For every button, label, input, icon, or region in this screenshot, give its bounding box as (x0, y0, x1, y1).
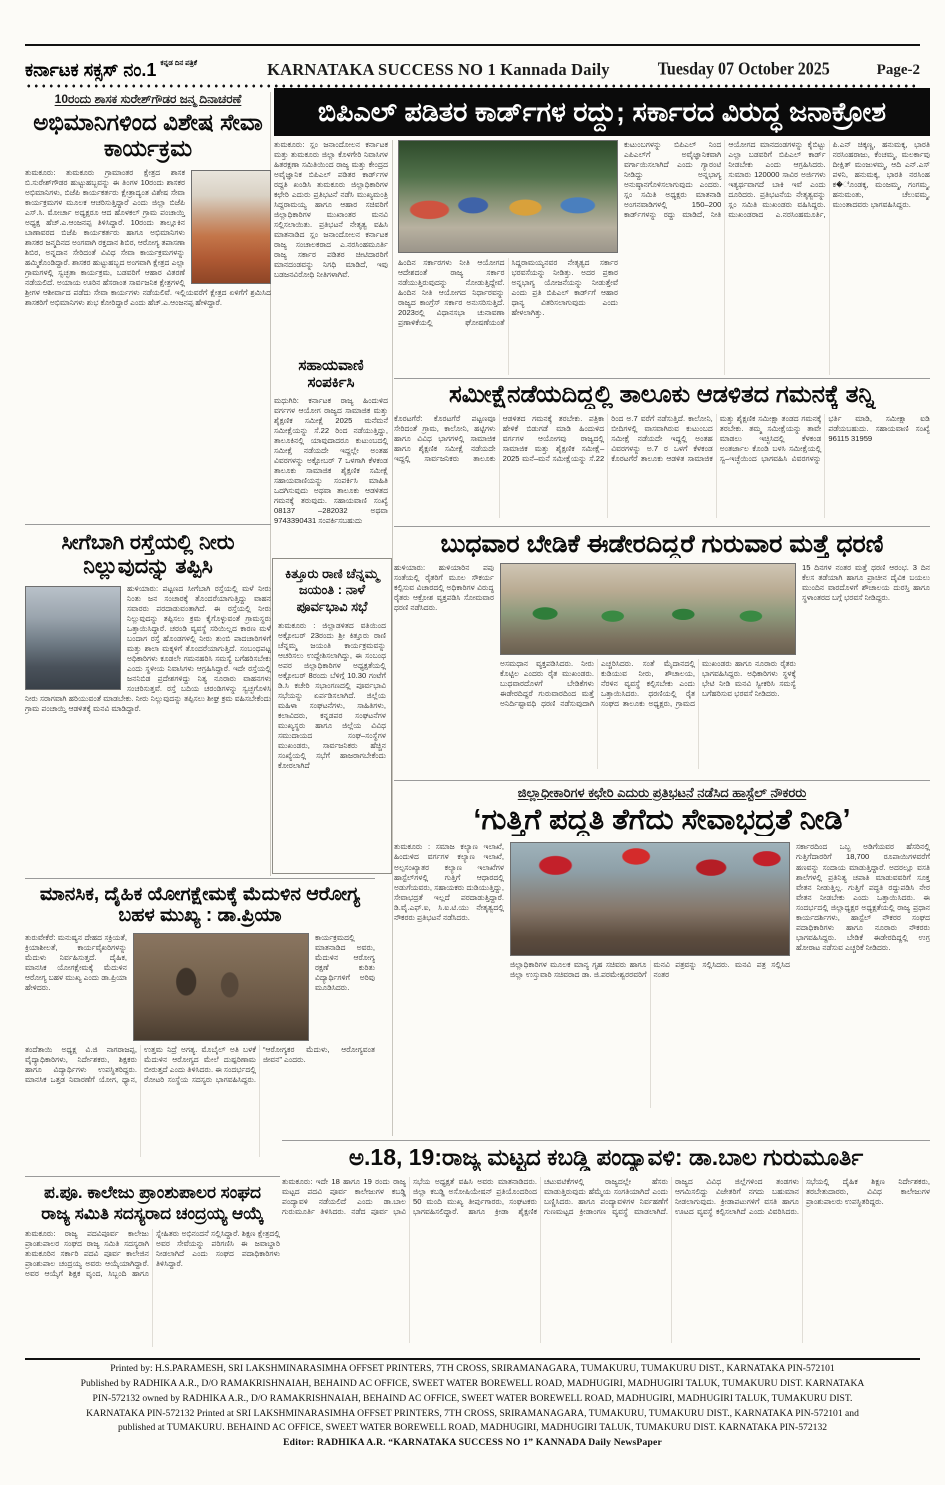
column-rule-mid (392, 140, 393, 1136)
article-survey (394, 378, 930, 525)
waterlogged-street-photo (25, 586, 121, 690)
kittur-title: ಕಿತ್ತೂರು ರಾಣಿ ಚೆನ್ನಮ್ಮ ಜಯಂತಿ : ನಾಳೆ ಪೂರ್ವಭಾವಿ ಸಭೆ (285, 566, 379, 614)
helpline-body: ಮಧುಗಿರಿ: ಕರ್ನಾಟಕ ರಾಜ್ಯ ಹಿಂದುಳಿದ ವರ್ಗಗಳ ಆಯೋಗ ರಾಜ್ಯದ ಸಾಮಾಜಿಕ ಮತ್ತು ಶೈಕ್ಷಣಿಕ ಸಮೀಕ್ಷೆ 2025 ಮನೆಮನೆ ಸಮೀಕ್ಷೆಯನ್ನು ಸೆ.22 ರಿಂದ ನಡೆಯುತ್ತಿದ್ದು, ತಾಲೂಕಿನಲ್ಲಿ ಯಾವುದಾದರೂ ಕುಟುಂಬದಲ್ಲಿ ಸಮೀಕ್ಷೆ ನಡೆಯದೇ ಇದ್ದಲ್ಲೇ ಅಂತಹ ವಿವರಗಳನ್ನು ಅಕ್ಟೋಬರ್ 7 ಒಳಗಾಗಿ ಕೆಳಕಂಡ ತಾಲೂಕು ಸಾಮಾಜಿಕ ಶೈಕ್ಷಣಿಕ ಸಮೀಕ್ಷೆ ಸಹಾಯವಾಣಿಯನ್ನು ಸಂಪರ್ಕಿಸಿ ಮಾಹಿತಿ ಒದಗಿಸುವುದು ಅಥವಾ ತಾಲೂಕು ಆಡಳಿತದ ಗಮನಕ್ಕೆ ತರುವುದು. ಸಹಾಯವಾಣಿ ಸಂಖ್ಯೆ 08137 –282032 ಅಥವಾ 9743390431 ಸಂಪರ್ಕಿಸಬಹುದು (274, 395, 388, 525)
seegebagi-body: ಹುಳಿಯಾರು: ಪಟ್ಟಣದ ಸೀಗೆಬಾಗಿ ರಸ್ತೆಯಲ್ಲಿ ಮಳೆ ನೀರು ನಿಂತು ಜನ ಸಂಚಾರಕ್ಕೆ ತೊಂದರೆಯಾಗುತ್ತಿದ್ದು ವಾಹನ ಸವಾರರು ಪರದಾಡುವಂತಾಗಿದೆ. ಈ ರಸ್ತೆಯಲ್ಲಿ ನೀರು ನಿಲ್ಲುವುದನ್ನು ತಪ್ಪಿಸಲು ಕ್ರಮ ಕೈಗೊಳ್ಳುವಂತೆ ಗ್ರಾಮಸ್ಥರು ಒತ್ತಾಯಿಸಿದ್ದಾರೆ. ಚರಂಡಿ ವ್ಯವಸ್ಥೆ ಸರಿಯಿಲ್ಲದ ಕಾರಣ ಮಳೆ ಬಂದಾಗ ರಸ್ತೆ ಹೊಂಡಗಳಲ್ಲಿ ನೀರು ತುಂಬಿ ಪಾದಚಾರಿಗಳಿಗೆ ಮತ್ತು ಶಾಲಾ ಮಕ್ಕಳಿಗೆ ತೊಂದರೆಯಾಗುತ್ತಿದೆ. ಸಂಬಂಧಪಟ್ಟ ಅಧಿಕಾರಿಗಳು ಕೂಡಲೇ ಗಮನಹರಿಸಿ ಸಮಸ್ಯೆ ಬಗೆಹರಿಸಬೇಕು ಎಂದು ಸ್ಥಳೀಯ ನಿವಾಸಿಗಳು ಆಗ್ರಹಿಸಿದ್ದಾರೆ. ಇದೇ ರಸ್ತೆಯಲ್ಲಿ ಜನನಿಬಿಡ ಪ್ರದೇಶಗಳಿದ್ದು ನಿತ್ಯ ನೂರಾರು ವಾಹನಗಳು ಸಂಚರಿಸುತ್ತವೆ. ರಸ್ತೆ ಬದಿಯ ಚರಂಡಿಗಳನ್ನು ಸ್ವಚ್ಛಗೊಳಿಸಿ ನೀರು ಸರಾಗವಾಗಿ ಹರಿಯುವಂತೆ ಮಾಡಬೇಕು. ನೀರು ನಿಲ್ಲುವುದನ್ನು ತಪ್ಪಿಸಲು ಶೀಘ್ರ ಕ್ರಮ ವಹಿಸಬೇಕೆಂದು ಗ್ರಾಮ ಪಂಚಾಯ್ತಿ ಆಡಳಿತಕ್ಕೆ ಮನವಿ ಮಾಡಿದ್ದಾರೆ. (25, 584, 271, 714)
budhavara-bottom-text: ಅಸಮಧಾನ ವ್ಯಕ್ತಪಡಿಸಿದರು. ನೀರು ಕೊಟ್ಟಿಲ ಎಂದರು ರೈತ ಮುಖಂಡರು. ಬುಧವಾರದೊಳಗೆ ಬೇಡಿಕೆಗಳು ಈಡೇರದಿದ್ದರೆ ಗುರುವಾರದಿಂದ ಮತ್ತೆ ಅನಿರ್ದಿಷ್ಟಾವಧಿ ಧರಣಿ ನಡೆಸುವುದಾಗಿ ಎಚ್ಚರಿಸಿದರು. ಸಂತೆ ಮೈದಾನದಲ್ಲಿ ಕುಡಿಯುವ ನೀರು, ಶೌಚಾಲಯ, ನೆರಳಿನ ವ್ಯವಸ್ಥೆ ಕಲ್ಪಿಸಬೇಕು ಎಂದು ಒತ್ತಾಯಿಸಿದರು. ಧರಣಿಯಲ್ಲಿ ರೈತ ಸಂಘದ ತಾಲೂಕು ಅಧ್ಯಕ್ಷರು, ಗ್ರಾಮದ ಮುಖಂಡರು ಹಾಗೂ ನೂರಾರು ರೈತರು ಭಾಗವಹಿಸಿದ್ದರು. ಅಧಿಕಾರಿಗಳು ಸ್ಥಳಕ್ಕೆ ಭೇಟಿ ನೀಡಿ ಮನವಿ ಸ್ವೀಕರಿಸಿ ಸಮಸ್ಯೆ ಬಗೆಹರಿಸುವ ಭರವಸೆ ನೀಡಿದರು. (500, 659, 796, 709)
article-hostel (394, 780, 930, 1137)
article-seva-headline: ಅಭಿಮಾನಿಗಳಿಂದ ವಿಶೇಷ ಸೇವಾ ಕಾರ್ಯಕ್ರಮ (33, 109, 263, 161)
masthead-tagline: ಕನ್ನಡ ದಿನ ಪತ್ರಿಕೆ (160, 59, 198, 67)
seegebagi-headline: ಸೀಗೆಬಾಗಿ ರಸ್ತೆಯಲ್ಲಿ ನೀರು ನಿಲ್ಲುವುದನ್ನು ತಪ್ಪಿಸಿ (61, 531, 235, 578)
article-kabaddi (282, 1140, 930, 1357)
kabaddi-headline: ಅ.18, 19:ರಾಜ್ಯ ಮಟ್ಟದ ಕಬಡ್ಡಿ ಪಂದ್ಯಾವಳಿ: ಡಾ.ಬಾಲ ಗುರುಮೂರ್ತಿ (348, 1145, 864, 1170)
imprint-line-3: PIN-572132 owned by RADHIKA A.R., D/O RAMAKRISHNAIAH, BEHAIND AC OFFICE, SWEET WATER BOREWELL ROAD, MADHUGIRI, MADHUGIRI TALUK, TUMAKURU DIST. (92, 1392, 853, 1404)
priya-lead-column: ತುರುವೇಕೆರೆ: ಮನುಷ್ಯನ ದೇಹದ ಸಕ್ರಿಯತೆ, ಕ್ರಿಯಾಶೀಲತೆ, ಕಾರ್ಯವೈಖರಿಗಳನ್ನು ಮೆದುಳು ನಿರ್ವಹಿಸುತ್ತದೆ. ದೈಹಿಕ, ಮಾನಸಿಕ ಯೋಗಕ್ಷೇಮಕ್ಕೆ ಮೆದುಳಿನ ಆರೋಗ್ಯ ಬಹಳ ಮುಖ್ಯ ಎಂದು ಡಾ.ಪ್ರಿಯಾ ಹೇಳಿದರು. (25, 932, 127, 992)
bpl-protest-group-photo (398, 140, 618, 253)
priya-bottom-text: ತಂದೆತಾಯಿ ಅಧ್ಯಕ್ಷ ವಿ.ಜಿ ನಾಗರಾಜಪ್ಪ, ವೈದ್ಯಾಧಿಕಾರಿಗಳು, ನಿರ್ದೇಶಕರು, ಶಿಕ್ಷಕರು ಹಾಗೂ ವಿದ್ಯಾರ್ಥಿಗಳು ಉಪಸ್ಥಿತರಿದ್ದರು. ಮಾನಸಿಕ ಒತ್ತಡ ನಿವಾರಣೆಗೆ ಯೋಗ, ಧ್ಯಾನ, ಉತ್ತಮ ನಿದ್ರೆ ಅಗತ್ಯ. ಮೊಬೈಲ್ ಅತಿ ಬಳಕೆ ಮೆದುಳಿನ ಆರೋಗ್ಯದ ಮೇಲೆ ದುಷ್ಪರಿಣಾಮ ಬೀರುತ್ತದೆ ಎಂದು ತಿಳಿಸಿದರು. ಈ ಸಂದರ್ಭದಲ್ಲಿ ರೋಟರಿ ಸಂಸ್ಥೆಯ ಸದಸ್ಯರು ಭಾಗವಹಿಸಿದ್ದರು. “ಆರೋಗ್ಯಕರ ಮೆದುಳು, ಆರೋಗ್ಯವಂತ ಜೀವನ” ಎಂದರು. (25, 1044, 375, 1084)
principal-headline-line1: ಪ.ಪೂ. ಕಾಲೇಜು ಪ್ರಾಂಶುಪಾಲರ ಸಂಘದ (43, 1183, 261, 1202)
bpl-banner-headline: ಬಿಪಿಎಲ್ ಪಡಿತರ ಕಾರ್ಡ್‌ಗಳ ರದ್ದು; ಸರ್ಕಾರದ ವಿರುದ್ಧ ಜನಾಕ್ರೋಶ (274, 88, 930, 136)
principal-headline-line2: ರಾಜ್ಯ ಸಮಿತಿ ಸದಸ್ಯರಾದ ಚಂದ್ರಯ್ಯ ಆಯ್ಕೆ (41, 1204, 264, 1224)
imprint-line-4: KARNATAKA PIN-572132 Printed at SRI LAKSHMINARASIMHA OFFSET PRINTERS, 7TH CROSS, SRIRAMANAGARA, TUMAKURU, TUMAKURU DIST., KARNATAKA PIN-572101 and (86, 1407, 859, 1419)
masthead-logo-text: ಕರ್ನಾಟಕ ಸಕ್ಸಸ್ ನಂ.1 (25, 59, 157, 80)
kabaddi-body: ತುಮಕೂರು: ಇದೇ 18 ಹಾಗೂ 19 ರಂದು ರಾಜ್ಯ ಮಟ್ಟದ ಪದವಿ ಪೂರ್ವ ಕಾಲೇಜುಗಳ ಕಬಡ್ಡಿ ಪಂದ್ಯಾವಳಿ ನಡೆಯಲಿದೆ ಎಂದು ಡಾ.ಬಾಲ ಗುರುಮೂರ್ತಿ ತಿಳಿಸಿದರು. ನಡೆದ ಪೂರ್ವ ಭಾವಿ ಸಭೆಯ ಅಧ್ಯಕ್ಷತೆ ವಹಿಸಿ ಅವರು ಮಾತನಾಡಿದರು. ಜಿಲ್ಲಾ ಕಬಡ್ಡಿ ಅಸೋಷಿಯೇಷನ್ ಪ್ರತಿಯೊಂದರಿಂದ 50 ಮಂದಿ ಮುಖ್ಯ ತೀರ್ಪುಗಾರರು, ಸಂಘಟಕರು ಭಾಗವಹಿಸಲಿದ್ದಾರೆ. ಹಾಗೂ ಕ್ರೀಡಾ ಶೈಕ್ಷಣಿಕ ಚಟುವಟಿಕೆಗಳಲ್ಲಿ ರಾಜ್ಯದಲ್ಲೇ ಹೆಸರು ಮಾಡುತ್ತಿರುವುದು ಹೆಮ್ಮೆಯ ಸಂಗತಿಯಾಗಿದೆ ಎಂದು ಬಣ್ಣಿಸಿದರು. ಹಾಗೂ ಪಂದ್ಯಾವಳಿಗಳ ನಿರ್ವಹಣೆಗೆ ಗುಣಮಟ್ಟದ ಕ್ರೀಡಾಂಗಣ ವ್ಯವಸ್ಥೆ ಮಾಡಲಾಗಿದೆ. ರಾಜ್ಯದ ವಿವಿಧ ಜಿಲ್ಲೆಗಳಿಂದ ತಂಡಗಳು ಆಗಮಿಸಲಿದ್ದು ವಿಜೇತರಿಗೆ ನಗದು ಬಹುಮಾನ ನೀಡಲಾಗುವುದು. ಕ್ರೀಡಾಪಟುಗಳಿಗೆ ವಸತಿ ಹಾಗೂ ಊಟದ ವ್ಯವಸ್ಥೆ ಕಲ್ಪಿಸಲಾಗಿದೆ ಎಂದು ವಿವರಿಸಿದರು. ಸಭೆಯಲ್ಲಿ ದೈಹಿಕ ಶಿಕ್ಷಣ ನಿರ್ದೇಶಕರು, ತರಬೇತುದಾರರು, ವಿವಿಧ ಕಾಲೇಜುಗಳ ಪ್ರಾಂಶುಪಾಲರು ಉಪಸ್ಥಿತರಿದ್ದರು. (282, 1176, 930, 1216)
budhavara-right-column: 15 ದಿನಗಳ ನಂತರ ಮತ್ತೆ ಧರಣಿ ಆರಂಭ. 3 ದಿನ ಕೆಲಸ ತಡೆಯಾಗಿ ಹಾಗೂ ಪ್ರಾಚೀನ ದೈವಿಕ ಬಯಲು ಮುಂದಿನ ವಾರದೊಳಗೆ ಶೌಚಾಲಯ ದುರಸ್ತಿ ಹಾಗೂ ಸ್ಥಳಾಂತರದ ಬಗ್ಗೆ ಭರವಸೆ ನೀಡಿದ್ದರು. (802, 563, 930, 603)
bpl-right-columns: ಕುಟುಂಬಗಳನ್ನು ಬಿಪಿಎಲ್ ನಿಂದ ಎಪಿಎಲ್‌ಗೆ ಅವೈಜ್ಞಾನಿಕವಾಗಿ ವರ್ಗಾಯಿಸಲಾಗಿದೆ ಎಂದು ಗ್ಯಾರಂಟಿ ನೀಡಿದ್ದು ಅನ್ನಭಾಗ್ಯ ಅನುಷ್ಠಾನಗೊಳಿಸಲಾಗುವುದು ಎಂದರು. ಸ್ಲಂ ಸಮಿತಿ ಅಧ್ಯಕ್ಷರು ಮಾತನಾಡಿ ಅಂಗನವಾಡಿಗಳಲ್ಲಿ 150–200 ಕಾರ್ಡ್‌ಗಳನ್ನು ರದ್ದು ಮಾಡಿದೆ, ನೀತಿ ಆಯೋಗದ ಮಾನದಂಡಗಳನ್ನು ಕೈಬಿಟ್ಟು ಎಲ್ಲಾ ಬಡವರಿಗೆ ಬಿಪಿಎಲ್ ಕಾರ್ಡ್ ನೀಡಬೇಕು ಎಂದು ಆಗ್ರಹಿಸಿದರು. ಸುಮಾರು 120000 ಸಾವಿರ ಅರ್ಜಿಗಳು ಇತ್ಯರ್ಥವಾಗದೆ ಬಾಕಿ ಇವೆ ಎಂದು ದೂರಿದರು. ಪ್ರತಿಭಟನೆಯ ನೇತೃತ್ವವನ್ನು ಸ್ಲಂ ಸಮಿತಿ ಮುಖಂಡರು ವಹಿಸಿದ್ದರು. ಮುಖಂಡರಾದ ಎ.ನರಸಿಂಹಮೂರ್ತಿ, ಪಿ.ಎನ್ ಚಿಕ್ಕಣ್ಣ, ಹನುಮಕ್ಕ, ಭಾರತಿ ನರಸಿಂಹರಾಜು, ಕೆಂಚಮ್ಮ, ಮಲರ್ಕಾವು ದೀಕ್ಷಿತ್ ಮಂಜುಳಮ್ಮ, ಆದಿ ಎನ್.ಎಸ್ ಪಳನಿ, ಹನುಮಕ್ಕ, ಭಾರತಿ ನರಸಿಂಹ ಕ�ೊಂಡಕ್ಕ, ಮಂಜಮ್ಮ, ಗಂಗಮ್ಮ, ಹನುಮಂತು, ಚೆಲುವಮ್ಮ, ಮುಂತಾದವರು ಭಾಗವಹಿಸಿದ್ದರು. (624, 140, 930, 220)
article-principal (25, 1176, 280, 1357)
masthead (25, 44, 920, 88)
article-seegebagi (25, 524, 271, 877)
footer-rule (25, 1358, 920, 1360)
bpl-under-photo-text: ಹಿಂದಿನ ಸರ್ಕಾರಗಳು ನೀತಿ ಆಯೋಗದ ಆದೇಶದಂತೆ ರಾಜ್ಯ ಸರ್ಕಾರ ನಡೆಯುತ್ತಿರುವುದನ್ನು ನೋಡುತ್ತಿದ್ದೇವೆ. ಹಿಂದಿನ ನೀತಿ ಆಯೋಗದ ನಿರ್ಧಾರವನ್ನು ರಾಜ್ಯದ ಕಾಂಗ್ರೆಸ್ ಸರ್ಕಾರ ಅನುಸರಿಸುತ್ತಿದೆ. 2023ರಲ್ಲಿ ವಿಧಾನಸಭಾ ಚುನಾವಣಾ ಪ್ರಣಾಳಿಕೆಯಲ್ಲಿ ಘೋಷಣೆಯಂತೆ ಸಿದ್ದರಾಮಯ್ಯನವರ ನೇತೃತ್ವದ ಸರ್ಕಾರ ಭರವಸೆಯನ್ನು ನೀಡಿತ್ತು. ಅದರ ಪ್ರಕಾರ ಅನ್ನಭಾಗ್ಯ ಯೋಜನೆಯನ್ನು ನೀಡುತ್ತೇವೆ ಎಂದು ಪ್ರತಿ ಬಿಪಿಎಲ್ ಕಾರ್ಡ್‌ಗೆ ಆಹಾರ ಧಾನ್ಯ ವಿತರಿಸಲಾಗುವುದು ಎಂದು ಹೇಳಲಾಗಿತ್ತು. (398, 258, 618, 328)
hostel-headline: ‘ಗುತ್ತಿಗೆ ಪದ್ಧತಿ ತೆಗೆದು ಸೇವಾಭದ್ರತೆ ನೀಡಿ’ (473, 804, 851, 836)
budhavara-left-column: ಹುಳಿಯಾರು: ಹುಳಿಯಾರಿನ ಪಪು ಸಂತೆಯಲ್ಲಿ ರೈತರಿಗೆ ಮೂಲ ಸೌಕರ್ಯ ಕಲ್ಪಿಸುವ ವಿಚಾರದಲ್ಲಿ ಅಧಿಕಾರಿಗಳ ವಿರುದ್ಧ ರೈತರು ಆಕ್ರೋಶ ವ್ಯಕ್ತಪಡಿಸಿ ಸೋಮವಾರ ಧರಣಿ ನಡೆಸಿದರು. (394, 563, 494, 613)
article-kittur-box (272, 558, 392, 874)
masthead-logo (25, 60, 197, 81)
bpl-column-1: ತುಮಕೂರು: ಸ್ಲಂ ಜನಾಂದೋಲನ ಕರ್ನಾಟಕ ಮತ್ತು ತುಮಕೂರು ಜಿಲ್ಲಾ ಕೊಳಗೇರಿ ನಿವಾಸಿಗಳ ಹಿತರಕ್ಷಣಾ ಸಮಿತಿಯಿಂದ ರಾಜ್ಯ ಮತ್ತು ಕೇಂದ್ರದ ಅವೈಜ್ಞಾನಿಕ ಬಿಪಿಎಲ್ ಪಡಿತರ ಕಾರ್ಡ್‌ಗಳ ರದ್ದತಿ ಖಂಡಿಸಿ ತುಮಕೂರು ಜಿಲ್ಲಾಧಿಕಾರಿಗಳ ಕಛೇರಿ ಎದುರು ಪ್ರತಿಭಟನೆ ನಡೆಸಿ ಮುಖ್ಯಮಂತ್ರಿ ಸಿದ್ದರಾಮಯ್ಯ ಹಾಗೂ ಆಹಾರ ಸಚಿವರಿಗೆ ಜಿಲ್ಲಾಧಿಕಾರಿಗಳ ಮುಖಾಂತರ ಮನವಿ ಸಲ್ಲಿಸಲಾಯಿತು. ಪ್ರತಿಭಟನೆ ನೇತೃತ್ವ ವಹಿಸಿ ಮಾತನಾಡಿದ ಸ್ಲಂ ಜನಾಂದೋಲನ ಕರ್ನಾಟಕ ರಾಜ್ಯ ಸಂಚಾಲಕರಾದ ಎ.ನರಸಿಂಹಮೂರ್ತಿ ರಾಜ್ಯ ಸರ್ಕಾರ ಪಡಿತರ ಚೀಟಿದಾರರಿಗೆ ಮಾನದಂಡವನ್ನು ನಿಗಧಿ ಮಾಡಿದೆ, ಇವು ಬಡಜನವಿರೋಧಿ ನೀತಿಗಳಾಗಿವೆ. (274, 140, 388, 280)
article-helpline (274, 358, 388, 554)
page-number: Page-2 (876, 61, 920, 78)
imprint-editor-line: Editor: RADHIKA A.R. “KARNATAKA SUCCESS NO 1” KANNADA Daily NewsPaper (283, 1437, 662, 1449)
helpline-title: ಸಹಾಯವಾಣಿ ಸಂಪರ್ಕಿಸಿ (298, 357, 364, 391)
article-seva (25, 92, 271, 522)
imprint-footer (25, 1362, 920, 1462)
survey-headline: ಸಮೀಕ್ಷೆನಡೆಯದಿದ್ದಲ್ಲಿ ತಾಲೂಕು ಆಡಳಿತದ ಗಮನಕ್ಕೆ ತನ್ನಿ (448, 382, 876, 408)
mla-portrait-photo (191, 170, 271, 284)
farmers-protest-photo (500, 563, 796, 655)
hostel-right-column: ಸರ್ಕಾರದಿಂದ ಒಬ್ಬ ಅಡಿಗೆಯವರ ಹೆಸರಿನಲ್ಲಿ ಗುತ್ತಿಗೆದಾರರಿಗೆ 18,700 ರೂಪಾಯಿಗಳವರೆಗೆ ಹಣವನ್ನು ಸಂದಾಯ ಮಾಡುತ್ತಿದ್ದಾರೆ. ಅದರಲ್ಲೂ ವಸತಿ ಶಾಲೆಗಳಲ್ಲಿ ಪ್ರತಿನಿತ್ಯ ಚಪಾತಿ ಮಾಡುವವರಿಗೆ ಸೂಕ್ತ ವೇತನ ನೀಡುತ್ತಿಲ್ಲ. ಗುತ್ತಿಗೆ ಪದ್ಧತಿ ರದ್ದುಪಡಿಸಿ ನೇರ ವೇತನ ನೀಡಬೇಕು ಎಂದು ಒತ್ತಾಯಿಸಿದರು. ಈ ಸಂದರ್ಭದಲ್ಲಿ ಜಿಲ್ಲಾಧ್ಯಕ್ಷರ ಅಧ್ಯಕ್ಷತೆಯಲ್ಲಿ ರಾಜ್ಯ ಪ್ರಧಾನ ಕಾರ್ಯದರ್ಶಿಗಳು, ಹಾಸ್ಟೆಲ್ ನೌಕರರ ಸಂಘದ ಪದಾಧಿಕಾರಿಗಳು ಹಾಗೂ ನೂರಾರು ನೌಕರರು ಭಾಗವಹಿಸಿದ್ದರು. ಬೇಡಿಕೆ ಈಡೇರದಿದ್ದಲ್ಲಿ ಉಗ್ರ ಹೋರಾಟ ನಡೆಸುವ ಎಚ್ಚರಿಕೆ ನೀಡಿದರು. (796, 842, 930, 952)
hostel-left-column: ತುಮಕೂರು : ಸಮಾಜ ಕಲ್ಯಾಣ ಇಲಾಖೆ, ಹಿಂದುಳಿದ ವರ್ಗಗಳ ಕಲ್ಯಾಣ ಇಲಾಖೆ, ಅಲ್ಪಸಂಖ್ಯಾತರ ಕಲ್ಯಾಣ ಇಲಾಖೆಗಳ ಹಾಸ್ಟೆಲ್‌ಗಳಲ್ಲಿ ಗುತ್ತಿಗೆ ಆಧಾರದಲ್ಲಿ ಅಡುಗೆಯವರು, ಸಹಾಯಕರು ದುಡಿಯುತ್ತಿದ್ದು, ಸೇವಾಭದ್ರತೆ ಇಲ್ಲದೆ ಪರದಾಡುತ್ತಿದ್ದಾರೆ. ಡಿ.ವೈ.ಎಫ್.ಐ, ಸಿ.ಐ.ಟಿ.ಯು ನೇತೃತ್ವದಲ್ಲಿ ನೌಕರರು ಪ್ರತಿಭಟನೆ ನಡೆಸಿದರು. (394, 842, 504, 922)
masthead-daily-title: KARNATAKA SUCCESS NO 1 Kannada Daily (267, 60, 610, 79)
article-budhavara (394, 526, 930, 779)
priya-right-column: ಕಾರ್ಯಕ್ರಮದಲ್ಲಿ ಮಾತನಾಡಿದ ಅವರು, ಮೆದುಳಿನ ಆರೋಗ್ಯ ರಕ್ಷಣೆ ಕುರಿತು ವಿದ್ಯಾರ್ಥಿಗಳಿಗೆ ಅರಿವು ಮೂಡಿಸಿದರು. (315, 932, 375, 992)
article-seva-kicker: 10ರಂದು ಶಾಸಕ ಸುರೇಶ್‌ಗೌಡರ ಜನ್ಮ ದಿನಾಚರಣೆ (54, 92, 242, 106)
masthead-date: Tuesday 07 October 2025 (657, 59, 830, 80)
survey-body: ಕೊರಟಗೆರೆ: ಕೊರಟಗೆರೆ ಪಟ್ಟಣವೂ ಸೇರಿದಂತೆ ಗ್ರಾಮ, ಕಾಲೋನಿ, ಹಟ್ಟಿಗಳು ಹಾಗೂ ವಿವಿಧ ಭಾಗಗಳಲ್ಲಿ ಸಾಮಾಜಿಕ ಹಾಗೂ ಶೈಕ್ಷಣಿಕ ಸಮೀಕ್ಷೆ ನಡೆಯದೇ ಇದ್ದಲ್ಲಿ ಸಾರ್ವಜನಿಕರು ತಾಲೂಕು ಆಡಳಿತದ ಗಮನಕ್ಕೆ ತರಬೇಕು. ಪತ್ರಿಕಾ ಹೇಳಿಕೆ ಬಿಡುಗಡೆ ಮಾಡಿ ಹಿಂದುಳಿದ ವರ್ಗಗಳ ಆಯೋಗವು ರಾಜ್ಯದಲ್ಲಿ ಸಾಮಾಜಿಕ ಮತ್ತು ಶೈಕ್ಷಣಿಕ ಸಮೀಕ್ಷೆ–2025 ಮನೆ–ಮನೆ ಸಮೀಕ್ಷೆಯನ್ನು ಸೆ.22 ರಿಂದ ಅ.7 ವರೆಗೆ ನಡೆಸುತ್ತಿದೆ. ಕಾಲೋನಿ, ಬೀದಿಗಳಲ್ಲಿ ವಾಸವಾಗಿರುವ ಕುಟುಂಬದ ಸಮೀಕ್ಷೆ ನಡೆಯದೇ ಇದ್ದಲ್ಲಿ ಅಂತಹ ವಿವರಗಳನ್ನು ಅ.7 ರ ಒಳಗೆ ಕೆಳಕಂಡ ಕೊರಟಗೆರೆ ತಾಲೂಕು ಆಡಳಿತ ಸಾಮಾಜಿಕ ಮತ್ತು ಶೈಕ್ಷಣಿಕ ಸಮೀಕ್ಷಾ ತಂಡದ ಗಮನಕ್ಕೆ ತರಬೇಕು. ತಮ್ಮ ಸಮೀಕ್ಷೆಯನ್ನು ತಾವೇ ಮಾಡಲು ಇಚ್ಛಿಸಿದಲ್ಲಿ ಕೆಳಕಂಡ ಅಂತರ್ಜಾಲ ಕೊಂಡಿ ಬಳಸಿ ಸಮೀಕ್ಷೆಯಲ್ಲಿ ಸ್ವ–ಇಚ್ಛೆಯಿಂದ ಭಾಗವಹಿಸಿ ವಿವರಗಳನ್ನು ಭರ್ತಿ ಮಾಡಿ, ಸಮೀಕ್ಷಾ ಐಡಿ ಪಡೆಯಬಹುದು. ಸಹಾಯವಾಣಿ ಸಂಖ್ಯೆ 96115 31959 (394, 413, 930, 463)
budhavara-headline: ಬುಧವಾರ ಬೇಡಿಕೆ ಈಡೇರದಿದ್ದರೆ ಗುರುವಾರ ಮತ್ತೆ ಧರಣಿ (440, 530, 884, 558)
hostel-kicker: ಜಿಲ್ಲಾಧೀಕಾರಿಗಳ ಕಛೇರಿ ಎದುರು ಪ್ರತಿಭಟನೆ ನಡೆಸಿದ ಹಾಸ್ಟೆಲ್ ನೌಕರರು (517, 785, 807, 800)
principal-body: ತುಮಕೂರು: ರಾಜ್ಯ ಪದವಿಪೂರ್ವ ಕಾಲೇಜು ಪ್ರಾಂಶುಪಾಲರ ಸಂಘದ ರಾಜ್ಯ ಸಮಿತಿ ಸದಸ್ಯರಾಗಿ ತುಮಕೂರಿನ ಸರ್ಕಾರಿ ಪದವಿ ಪೂರ್ವ ಕಾಲೇಜಿನ ಪ್ರಾಂಶುಪಾಲ ಚಂದ್ರಯ್ಯ ಅವರು ಆಯ್ಕೆಯಾಗಿದ್ದಾರೆ. ಅವರ ಆಯ್ಕೆಗೆ ಶಿಕ್ಷಕ ವೃಂದ, ಸಿಬ್ಬಂದಿ ಹಾಗೂ ಸ್ನೇಹಿತರು ಅಭಿನಂದನೆ ಸಲ್ಲಿಸಿದ್ದಾರೆ. ಶಿಕ್ಷಣ ಕ್ಷೇತ್ರದಲ್ಲಿ ಅವರ ಸೇವೆಯನ್ನು ಪರಿಗಣಿಸಿ ಈ ಜವಾಬ್ದಾರಿ ನೀಡಲಾಗಿದೆ ಎಂದು ಸಂಘದ ಪದಾಧಿಕಾರಿಗಳು ತಿಳಿಸಿದ್ದಾರೆ. (25, 1229, 280, 1279)
hostel-under-photo-text: ಜಿಲ್ಲಾಧಿಕಾರಿಗಳ ಮೂಲಕ ಮಾನ್ಯ ಗೃಹ ಸಚಿವರು ಹಾಗೂ ಜಿಲ್ಲಾ ಉಸ್ತುವಾರಿ ಸಚಿವರಾದ ಡಾ. ಜಿ.ಪರಮೇಶ್ವರರವರಿಗೆ ಮನವಿ ಪತ್ರವನ್ನು ಸಲ್ಲಿಸಿದರು. ಮನವಿ ಪತ್ರ ಸಲ್ಲಿಸಿದ ನಂತರ (510, 960, 790, 980)
kittur-body: ತುಮಕೂರು : ಜಿಲ್ಲಾಡಳಿತದ ವತಿಯಿಂದ ಅಕ್ಟೋಬರ್ 23ರಂದು ಶ್ರೀ ಕಿತ್ತೂರು ರಾಣಿ ಚೆನ್ನಮ್ಮ ಜಯಂತಿ ಕಾರ್ಯಕ್ರಮವನ್ನು ಆಚರಿಸಲು ಉದ್ದೇಶಿಸಲಾಗಿದ್ದು, ಈ ಸಂಬಂಧ ಅಪರ ಜಿಲ್ಲಾಧಿಕಾರಿಗಳ ಅಧ್ಯಕ್ಷತೆಯಲ್ಲಿ ಅಕ್ಟೋಬರ್ 8ರಂದು ಬೆಳಿಗ್ಗೆ 10.30 ಗಂಟೆಗೆ ಡಿ.ಸಿ ಕಚೇರಿ ಸಭಾಂಗಣದಲ್ಲಿ ಪೂರ್ವಭಾವಿ ಸಭೆಯನ್ನು ಏರ್ಪಡಿಸಲಾಗಿದೆ. ಜಿಲ್ಲೆಯ ಮಹಿಳಾ ಸಂಘಟನೆಗಳು, ಸಾಹಿತಿಗಳು, ಕಲಾವಿದರು, ಕನ್ನಡಪರ ಸಂಘಟನೆಗಳ ಮುಖ್ಯಸ್ಥರು ಹಾಗೂ ಜಿಲ್ಲೆಯ ವಿವಿಧ ಸಮುದಾಯದ ಸಂಘ–ಸಂಸ್ಥೆಗಳ ಮುಖಂಡರು, ಸಾರ್ವಜನಿಕರು ಹೆಚ್ಚಿನ ಸಂಖ್ಯೆಯಲ್ಲಿ ಸಭೆಗೆ ಹಾಜರಾಗಬೇಕೆಂದು ಕೋರಲಾಗಿದೆ (278, 620, 386, 770)
imprint-line-5: published at TUMAKURU. BEHAIND AC OFFICE, SWEET WATER BOREWELL ROAD, MADHUGIRI, MADHUGIRI TALUK, TUMAKURU DIST. KARNATAKA PIN-572132 (117, 1422, 828, 1434)
imprint-line-1: Printed by: H.S.PARAMESH, SRI LAKSHMINARASIMHA OFFSET PRINTERS, 7TH CROSS, SRIRAMANAGARA, TUMAKURU, TUMAKURU DIST., KARNATAKA PIN-572101 (110, 1363, 835, 1374)
article-seva-body: ತುಮಕೂರು: ತುಮಕೂರು ಗ್ರಾಮಾಂತರ ಕ್ಷೇತ್ರದ ಶಾಸಕ ಬಿ.ಸುರೇಶ್‌ಗೌಡರ ಹುಟ್ಟುಹಬ್ಬವನ್ನು ಈ ತಿಂಗಳ 10ರಂದು ಶಾಸಕರ ಅಭಿಮಾನಿಗಳು, ಬಿಜೆಪಿ ಕಾರ್ಯಕರ್ತರು ಕ್ಷೇತ್ರಾದ್ಯಂತ ವಿಶೇಷ ಸೇವಾ ಕಾರ್ಯಕ್ರಮಗಳ ಮೂಲಕ ಆಚರಿಸುತ್ತಿದ್ದಾರೆ ಎಂದು ಜಿಲ್ಲಾ ಬಿಜೆಪಿ ಎಸ್.ಸಿ. ಮೋರ್ಚಾ ಅಧ್ಯಕ್ಷರೂ ಆದ ಹೊಳಕಲ್ ಗ್ರಾಮ ಪಂಚಾಯ್ತಿ ಅಧ್ಯಕ್ಷ ಹೆಚ್.ಎ.ಆಂಜನಪ್ಪ ತಿಳಿಸಿದ್ದಾರೆ. 10ರಂದು ತಾಲ್ಲೂಕಿನ ಬಾಣಾವರದ ಬಿಜೆಪಿ ಕಾರ್ಯಕರ್ತರು ಹಾಗೂ ಅಭಿಮಾನಿಗಳು ಶಾಸಕರ ಜನ್ಮದಿನದ ಅಂಗವಾಗಿ ರಕ್ತದಾನ ಶಿಬಿರ, ಆರೋಗ್ಯ ತಪಾಸಣಾ ಶಿಬಿರ, ಅನ್ನದಾನ ಸೇರಿದಂತೆ ವಿವಿಧ ಸೇವಾ ಕಾರ್ಯಕ್ರಮಗಳನ್ನು ಹಮ್ಮಿಕೊಂಡಿದ್ದಾರೆ. ಶಾಸಕರ ಹುಟ್ಟುಹಬ್ಬದ ಅಂಗವಾಗಿ ಕ್ಷೇತ್ರದ ಎಲ್ಲಾ ಗ್ರಾಮಗಳಲ್ಲಿ ಸ್ವಚ್ಛತಾ ಕಾರ್ಯಕ್ರಮ, ಬಡವರಿಗೆ ಆಹಾರ ವಿತರಣೆ ನಡೆಯಲಿದೆ. ಅಯಾಯ ಊರಿನ ಹೆಸರಾಂತ ಸಾರ್ವಜನಿಕ ಕ್ಷೇತ್ರಗಳಲ್ಲಿ ಶ್ರೀಗಳ ಆಶೀರ್ವಾದ ಪಡೆದು ಸೇವಾ ಕಾರ್ಯಗಳು ನಡೆಯಲಿವೆ. ಇಲ್ಲಿಯವರೆಗೆ ಕ್ಷೇತ್ರದ ಏಳಿಗೆಗೆ ಶ್ರಮಿಸಿದ ಶಾಸಕರಿಗೆ ಅಭಿಮಾನಿಗಳು ಶುಭ ಕೋರಿದ್ದಾರೆ ಎಂದು ಹೆಚ್.ಎ.ಆಂಜನಪ್ಪ ಹೇಳಿದ್ದಾರೆ. (25, 167, 271, 307)
imprint-line-2: Published by RADHIKA A.R., D/O RAMAKRISHNAIAH, BEHAIND AC OFFICE, SWEET WATER BOREWELL ROAD, MADHUGIRI, MADHUGIRI TALUK, TUMAKURU DIST. KARNATAKA (80, 1377, 865, 1389)
red-flags-protest-photo (510, 842, 790, 956)
health-awareness-meeting-photo (133, 933, 309, 1041)
priya-headline: ಮಾನಸಿಕ, ದೈಹಿಕ ಯೋಗಕ್ಷೇಮಕ್ಕೆ ಮೆದುಳಿನ ಆರೋಗ್ಯ ಬಹಳ ಮುಖ್ಯ : ಡಾ.ಪ್ರಿಯಾ (39, 884, 361, 927)
article-priya (25, 878, 375, 1175)
